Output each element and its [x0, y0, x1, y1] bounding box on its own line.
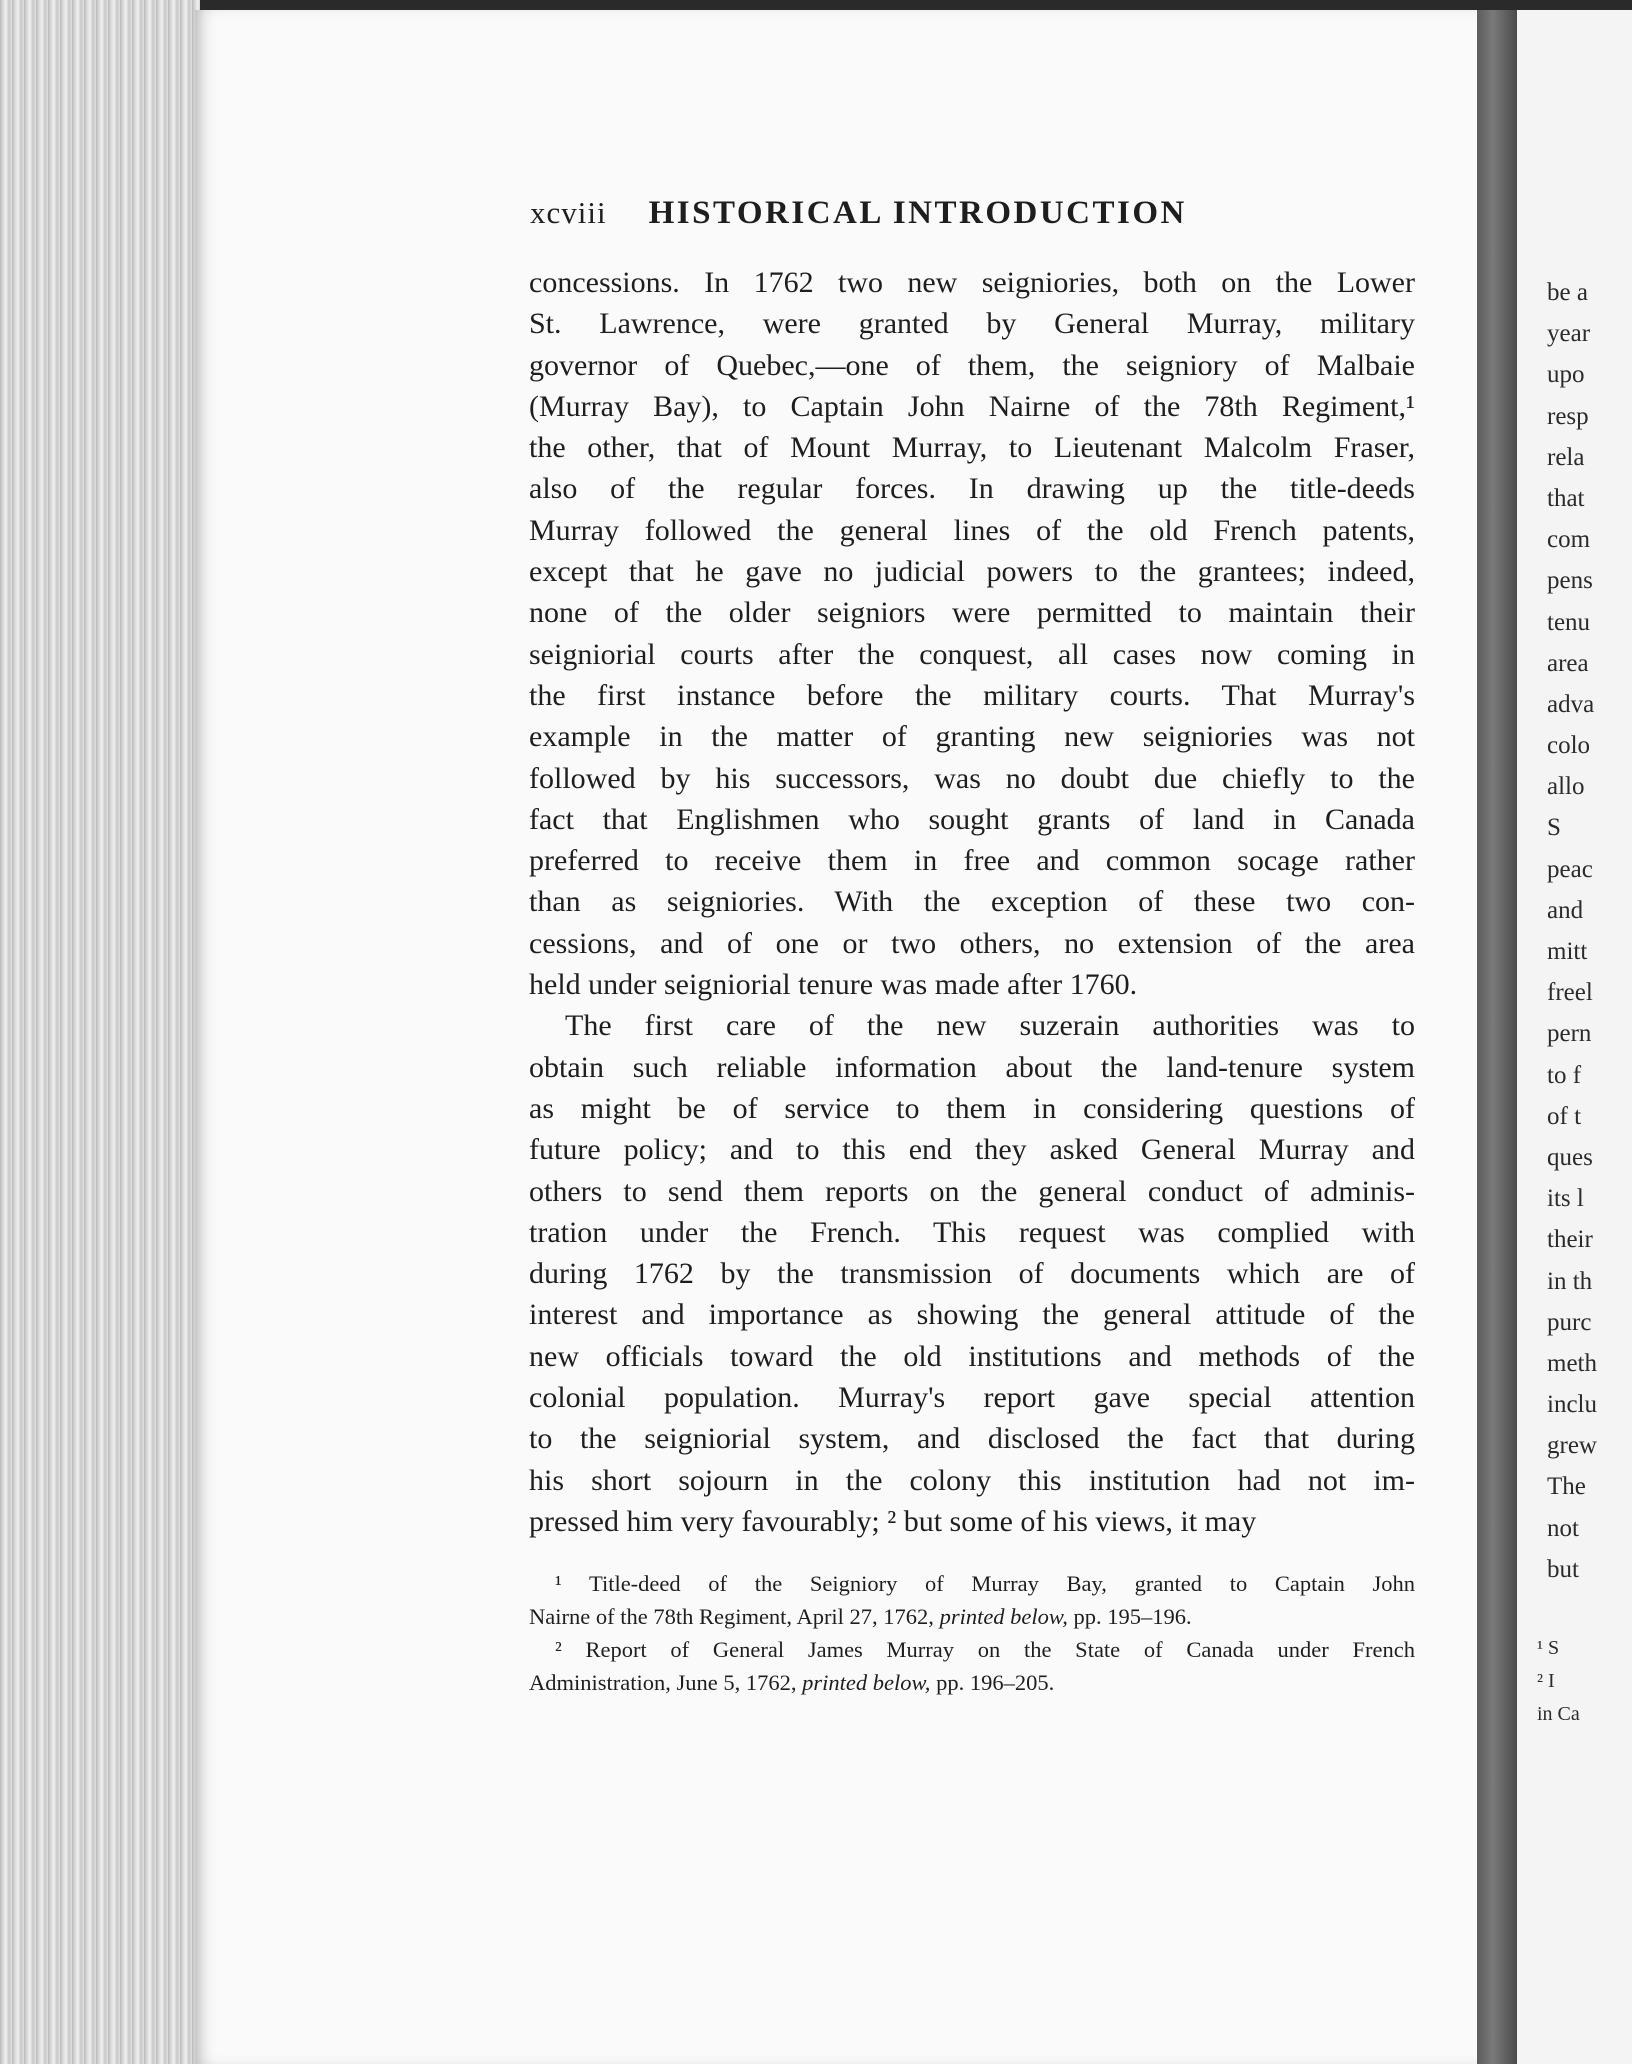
- facing-page-line: freel: [1547, 979, 1593, 1007]
- body-line: governor of Quebec,—one of them, the seigniory of Malbaie: [529, 348, 1415, 382]
- footnote-2-italic: printed below,: [802, 1670, 931, 1695]
- facing-page-line: but: [1547, 1555, 1579, 1583]
- facing-page-line: inclu: [1547, 1391, 1597, 1419]
- body-line: The first care of the new suzerain authorities was to: [565, 1009, 1415, 1043]
- facing-page-line: not: [1547, 1514, 1579, 1542]
- facing-page-line: mitt: [1547, 938, 1588, 965]
- facing-page-line: grew: [1547, 1432, 1597, 1460]
- body-line: as might be of service to them in considering questions of: [529, 1091, 1415, 1125]
- facing-page-line: adva: [1547, 690, 1595, 718]
- facing-page-line: colo: [1547, 732, 1591, 760]
- facing-page-line: their: [1547, 1226, 1593, 1254]
- facing-page-line: in th: [1547, 1267, 1593, 1295]
- body-line: seigniorial courts after the conquest, all cases now coming in: [529, 637, 1415, 671]
- facing-page-line: ques: [1547, 1143, 1593, 1171]
- facing-page-line: rela: [1547, 443, 1585, 471]
- facing-page-line: com: [1547, 526, 1591, 554]
- body-line: cessions, and of one or two others, no extension of the area: [529, 926, 1415, 960]
- body-line: during 1762 by the transmission of documents which are of: [529, 1257, 1415, 1291]
- body-line: except that he gave no judicial powers to the grantees; indeed,: [529, 555, 1415, 589]
- facing-page-note: ² I: [1537, 1670, 1555, 1692]
- body-line: obtain such reliable information about the land-tenure system: [529, 1050, 1415, 1084]
- facing-page-line: of t: [1547, 1102, 1582, 1130]
- facing-page-line: its l: [1547, 1185, 1584, 1213]
- footnote-2: ² Report of General James Murray on the State of Canada under French: [555, 1637, 1415, 1662]
- body-line: preferred to receive them in free and common socage rather: [529, 844, 1415, 878]
- footnote-1: ¹ Title-deed of the Seigniory of Murray Bay, granted to Captain John: [555, 1571, 1415, 1596]
- body-line: the other, that of Mount Murray, to Lieutenant Malcolm Fraser,: [529, 431, 1415, 465]
- page-number: xcviii: [530, 195, 607, 230]
- footnote-1-pages: pp. 195–196.: [1067, 1604, 1192, 1629]
- book-gutter: [1477, 10, 1517, 2064]
- facing-page-line: peac: [1547, 855, 1593, 883]
- facing-page-line: year: [1547, 320, 1591, 348]
- footnote-2-text: Administration, June 5, 1762,: [529, 1670, 803, 1695]
- facing-page-line: allo: [1547, 773, 1585, 801]
- facing-page: [1517, 10, 1632, 2064]
- body-line: (Murray Bay), to Captain John Nairne of the 78th Regiment,¹: [529, 389, 1415, 423]
- body-line: St. Lawrence, were granted by General Murray, military: [529, 307, 1415, 341]
- facing-page-line: upo: [1547, 361, 1585, 389]
- footnote-2-pages: pp. 196–205.: [930, 1670, 1055, 1695]
- body-line: colonial population. Murray's report gave special attention: [529, 1381, 1415, 1415]
- book-page-edges: [0, 0, 200, 2064]
- body-line: Murray followed the general lines of the old French patents,: [529, 513, 1415, 547]
- facing-page-line: and: [1547, 896, 1584, 924]
- footnote-1-text: Nairne of the 78th Regiment, April 27, 1762,: [529, 1604, 940, 1629]
- body-line: also of the regular forces. In drawing up the title-deeds: [529, 472, 1415, 506]
- body-line: interest and importance as showing the general attitude of the: [529, 1298, 1415, 1332]
- facing-page-notes: [1537, 1632, 1580, 1731]
- facing-page-line: to f: [1547, 1061, 1582, 1089]
- running-title: HISTORICAL INTRODUCTION: [648, 195, 1187, 231]
- facing-page-line: meth: [1547, 1349, 1597, 1377]
- body-line: pressed him very favourably; ² but some of his views, it may: [529, 1504, 1257, 1538]
- body-line: to the seigniorial system, and disclosed the fact that during: [529, 1422, 1415, 1456]
- footnote-1-cont: [529, 1600, 1415, 1633]
- facing-page-note: in Ca: [1537, 1703, 1580, 1725]
- facing-page-line: tenu: [1547, 608, 1591, 636]
- facing-page-note: ¹ S: [1537, 1637, 1560, 1659]
- body-line: than as seigniories. With the exception of these two con-: [529, 885, 1415, 919]
- body-line: the first instance before the military courts. That Murray's: [529, 678, 1415, 712]
- body-line: example in the matter of granting new seigniories was not: [529, 720, 1415, 754]
- facing-page-line: resp: [1547, 402, 1589, 430]
- body-line: none of the older seigniors were permitted to maintain their: [529, 596, 1415, 630]
- facing-page-line: area: [1547, 649, 1589, 677]
- body-text: [529, 262, 1415, 1542]
- body-line: others to send them reports on the general conduct of adminis-: [529, 1174, 1415, 1208]
- body-line: followed by his successors, was no doubt due chiefly to the: [529, 761, 1415, 795]
- footnote-2-cont: [529, 1666, 1415, 1699]
- body-line: concessions. In 1762 two new seigniories, both on the Lower: [529, 266, 1415, 299]
- facing-page-line: pens: [1547, 567, 1593, 595]
- body-line: future policy; and to this end they asked General Murray and: [529, 1133, 1415, 1167]
- facing-page-line: purc: [1547, 1308, 1592, 1336]
- facing-page-line: S: [1547, 814, 1561, 842]
- body-line: his short sojourn in the colony this institution had not im-: [529, 1463, 1415, 1497]
- facing-page-line: pern: [1547, 1020, 1592, 1048]
- facing-page-text: [1547, 272, 1632, 1590]
- page-header: [530, 195, 1430, 232]
- body-line: tration under the French. This request was complied with: [529, 1215, 1415, 1249]
- body-line: held under seigniorial tenure was made after 1760.: [529, 968, 1138, 1002]
- facing-page-line: that: [1547, 484, 1585, 512]
- facing-page-line: be a: [1547, 279, 1588, 306]
- facing-page-line: The: [1547, 1473, 1586, 1501]
- footnote-1-italic: printed below,: [939, 1604, 1068, 1629]
- footnotes: [529, 1567, 1415, 1699]
- body-line: new officials toward the old institutions and methods of the: [529, 1339, 1415, 1373]
- body-line: fact that Englishmen who sought grants of land in Canada: [529, 802, 1415, 836]
